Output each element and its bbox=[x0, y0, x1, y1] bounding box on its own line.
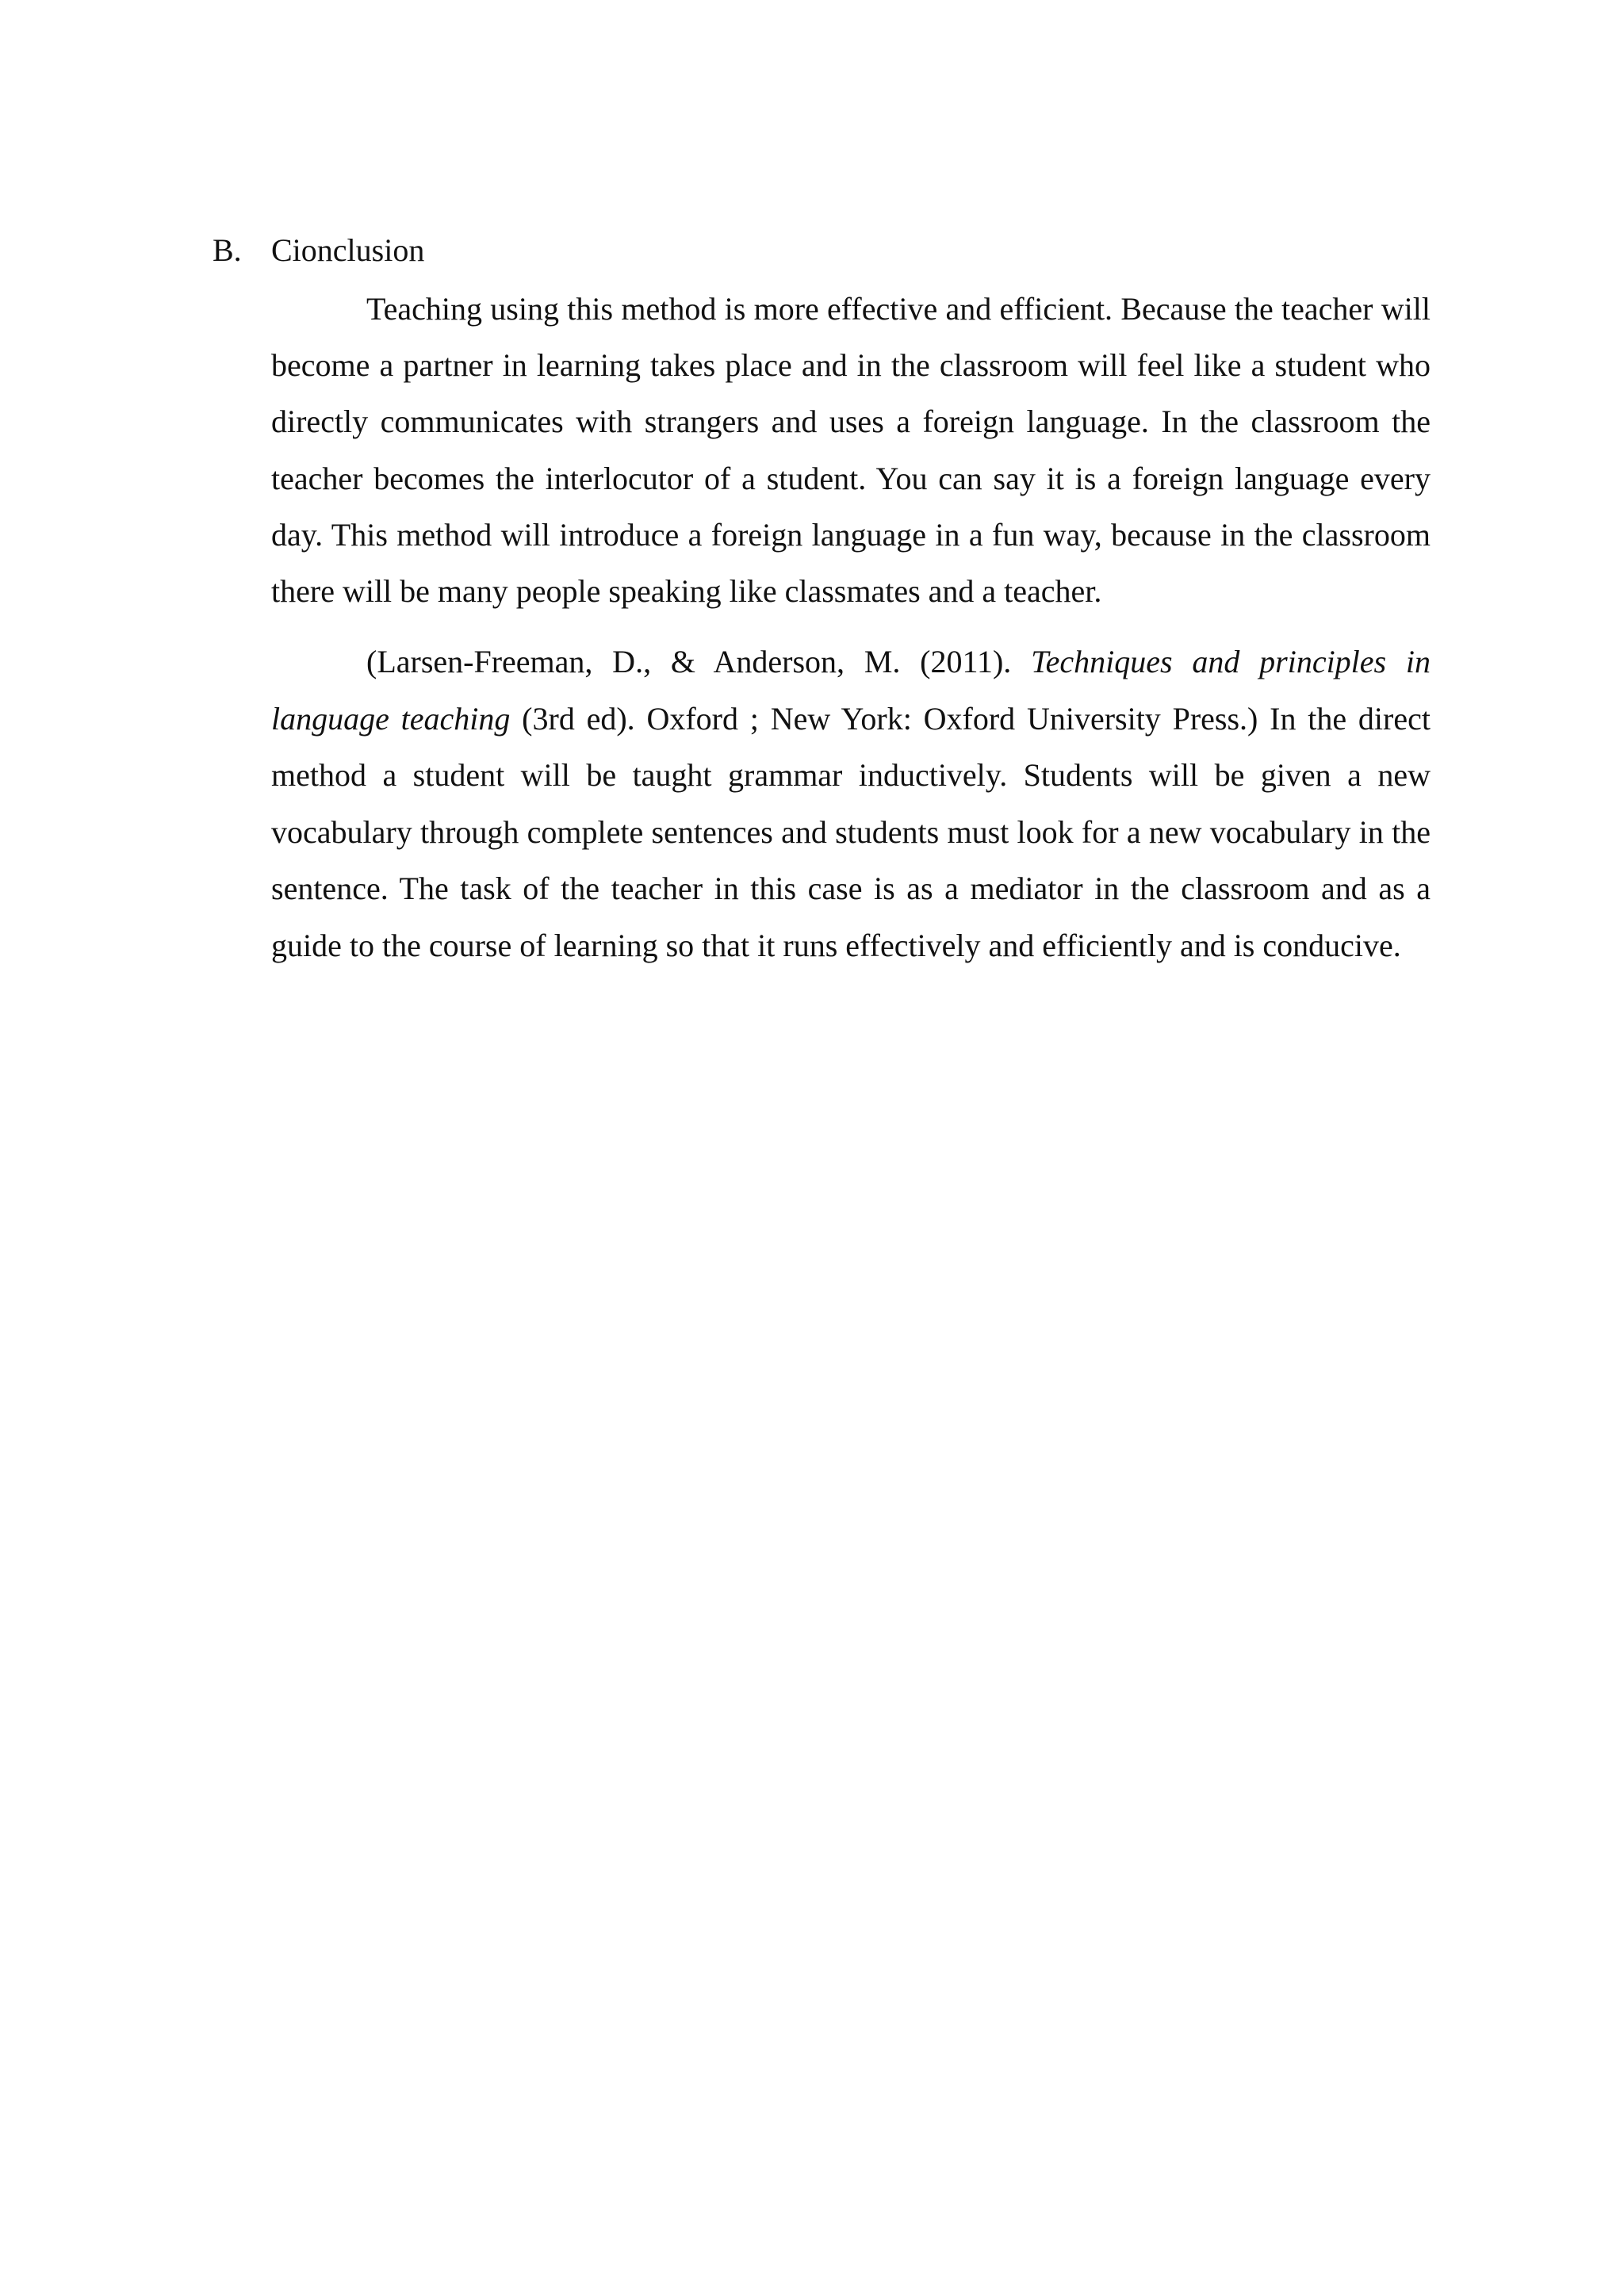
paragraph-2-body: In the direct method a student will be taught grammar inductively. Students will be given a new vocabulary through complete sentences and students must look for a new vocabulary in the sentence. The task of the teacher in this case is as a mediator in the classroom and as a guide to the course of learning so that it runs effectively and efficiently and is conducive. bbox=[271, 700, 1431, 963]
citation-suffix: (3rd ed). Oxford ; New York: Oxford University Press.) bbox=[510, 700, 1258, 737]
paragraph-2 bbox=[271, 633, 1431, 974]
citation-title: Techniques and principles in language teaching bbox=[271, 644, 1431, 737]
section-letter: B. bbox=[213, 232, 242, 268]
section-title: Cionclusion bbox=[271, 232, 425, 268]
paragraph-1 bbox=[271, 281, 1431, 619]
paragraph-1-text: Teaching using this method is more effective and efficient. Because the teacher will become a partner in learning takes place and in the classroom will feel like a student who directly communicates with strangers and uses a foreign language. In the classroom the teacher becomes the interlocutor of a student. You can say it is a foreign language every day. This method will introduce a foreign language in a fun way, because in the classroom there will be many people speaking like classmates and a teacher. bbox=[271, 291, 1431, 610]
section-heading bbox=[213, 224, 424, 277]
paragraph-2-text bbox=[271, 633, 1431, 974]
citation-prefix: (Larsen-Freeman, D., & Anderson, M. (2011). bbox=[366, 644, 1032, 679]
